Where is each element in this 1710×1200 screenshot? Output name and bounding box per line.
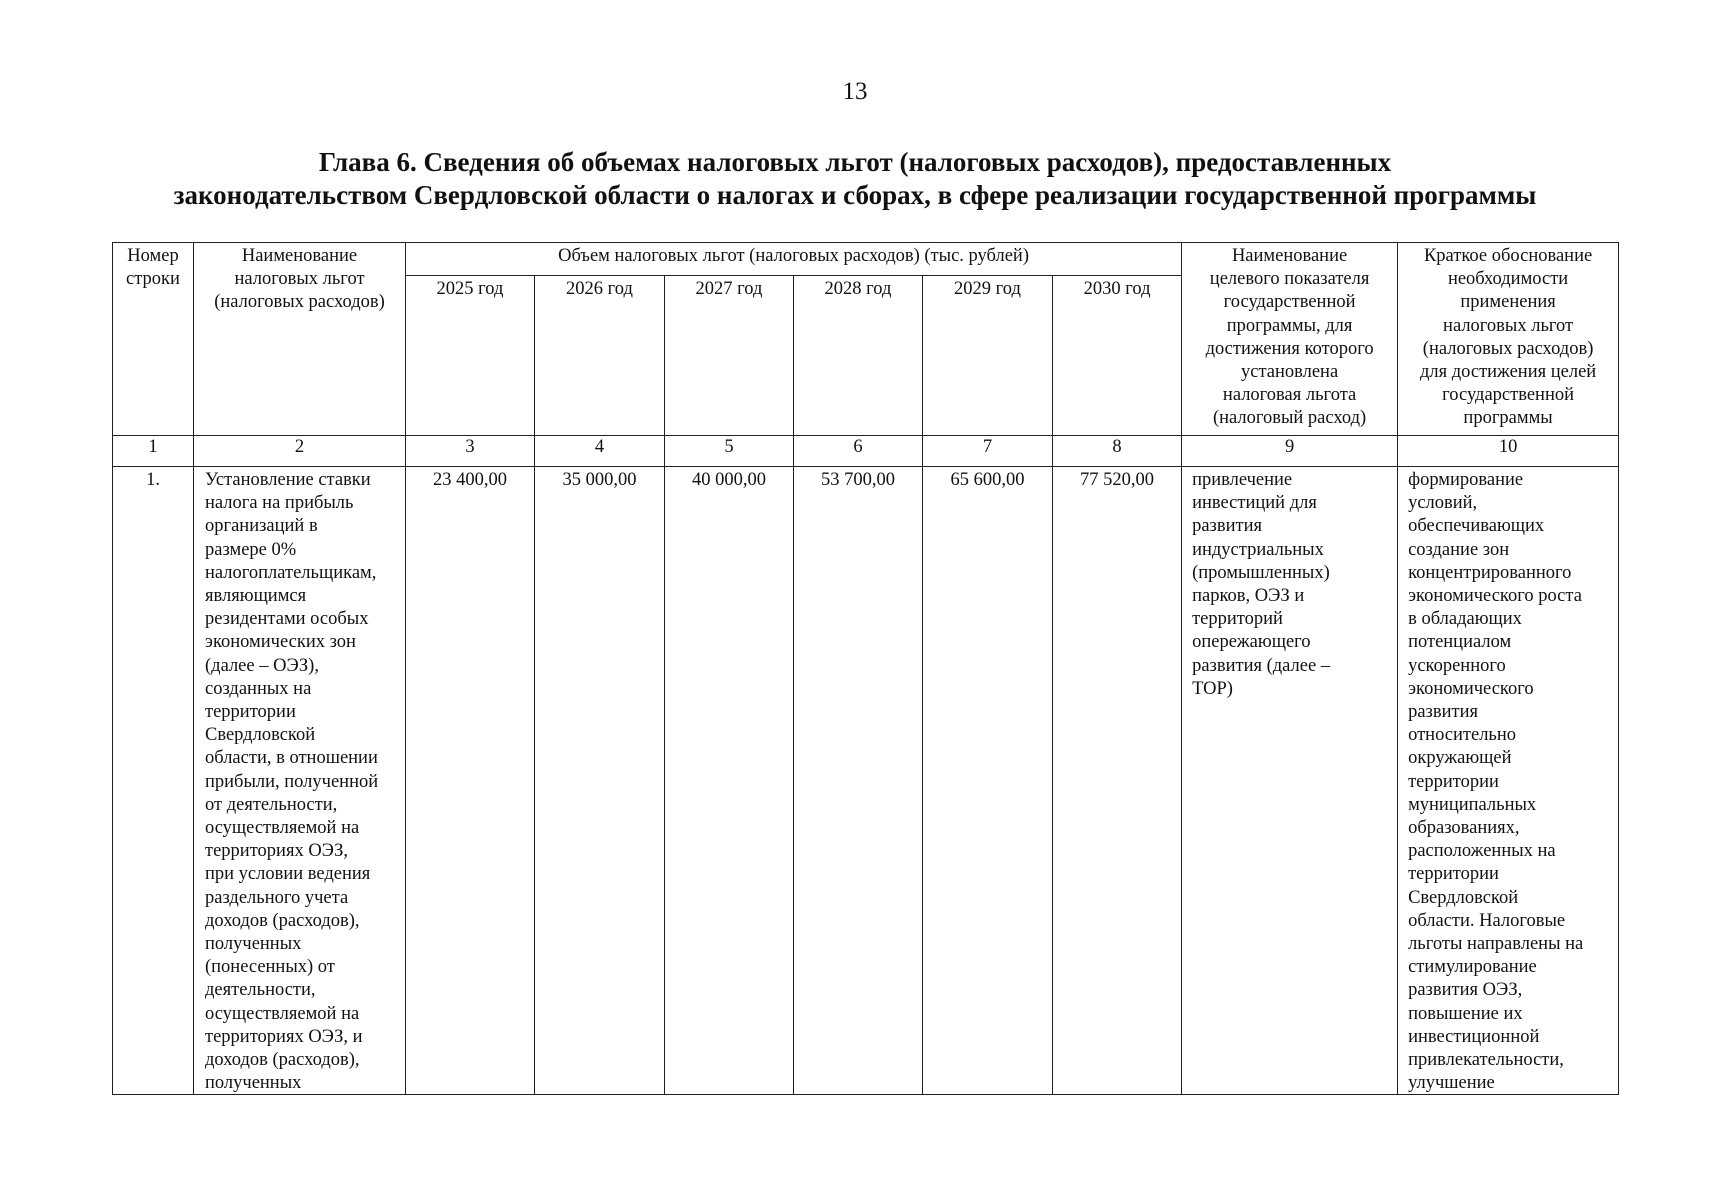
row-value-2027: 40 000,00 — [665, 467, 794, 1095]
header-year-2025: 2025 год — [406, 276, 535, 436]
row-value-2029: 65 600,00 — [923, 467, 1053, 1095]
chapter-title — [0, 146, 1710, 212]
chapter-title-line-1: Глава 6. Сведения об объемах налоговых льгот (налоговых расходов), предоставленных — [318, 147, 1392, 177]
row-justification-text: формирование условий, обеспечивающих создание зон концентрированного экономического роста в обладающих потенциалом ускоренного экономического развития относительно окружающей территории муниципальных образованиях, расположенных на территории Свердловской области. Налоговые льготы направлены на стимулирование развития ОЭЗ, повышение их инвестиционной привлекательности, улучшение — [1408, 470, 1584, 1094]
chapter-title-line-2: законодательством Свердловской области о налогах и сборах, в сфере реализации государственной программы — [173, 180, 1537, 210]
column-number-2: 2 — [194, 436, 406, 467]
column-number-8: 8 — [1053, 436, 1182, 467]
row-benefit-name-text: Установление ставки налога на прибыль организаций в размере 0% налогоплательщикам, являющимся резидентами особых экономических зон (далее – ОЭЗ), созданных на территории Свердловской области, в отношении прибыли, полученной от деятельности, осуществляемой на территориях ОЭЗ, при условии ведения раздельного учета доходов (расходов), полученных (понесенных) от деятельности, осуществляемой на территориях ОЭЗ, и доходов (расходов), полученных — [205, 470, 379, 1094]
row-value-2030: 77 520,00 — [1053, 467, 1182, 1095]
row-value-2026: 35 000,00 — [535, 467, 665, 1095]
column-number-5: 5 — [665, 436, 794, 467]
row-value-2025: 23 400,00 — [406, 467, 535, 1095]
row-indicator-text: привлечение инвестиций для развития индустриальных (промышленных) парков, ОЭЗ и территорий опережающего развития (далее – ТОР) — [1192, 470, 1331, 699]
header-benefit-name: Наименование налоговых льгот (налоговых расходов) — [194, 243, 406, 436]
header-justification: Краткое обоснование необходимости применения налоговых льгот (налоговых расходов) для достижения целей государственной программы — [1398, 243, 1619, 436]
header-volume: Объем налоговых льгот (налоговых расходов) (тыс. рублей) — [406, 243, 1182, 276]
table-header-row-1 — [113, 243, 1619, 276]
header-year-2030: 2030 год — [1053, 276, 1182, 436]
column-number-9: 9 — [1182, 436, 1398, 467]
header-indicator: Наименование целевого показателя государственной программы, для достижения которого установлена налоговая льгота (налоговый расход) — [1182, 243, 1398, 436]
header-year-2026: 2026 год — [535, 276, 665, 436]
column-number-6: 6 — [794, 436, 923, 467]
column-number-3: 3 — [406, 436, 535, 467]
column-number-1: 1 — [113, 436, 194, 467]
header-row-number: Номер строки — [113, 243, 194, 436]
column-number-row — [113, 436, 1619, 467]
header-year-2027: 2027 год — [665, 276, 794, 436]
column-number-4: 4 — [535, 436, 665, 467]
column-number-10: 10 — [1398, 436, 1619, 467]
row-number: 1. — [113, 467, 194, 1095]
row-justification — [1398, 467, 1619, 1095]
tax-benefits-table — [112, 242, 1619, 1095]
column-number-7: 7 — [923, 436, 1053, 467]
header-year-2029: 2029 год — [923, 276, 1053, 436]
page-number: 13 — [842, 78, 868, 105]
row-value-2028: 53 700,00 — [794, 467, 923, 1095]
row-indicator — [1182, 467, 1398, 1095]
table-row — [113, 467, 1619, 1095]
header-year-2028: 2028 год — [794, 276, 923, 436]
row-benefit-name — [194, 467, 406, 1095]
